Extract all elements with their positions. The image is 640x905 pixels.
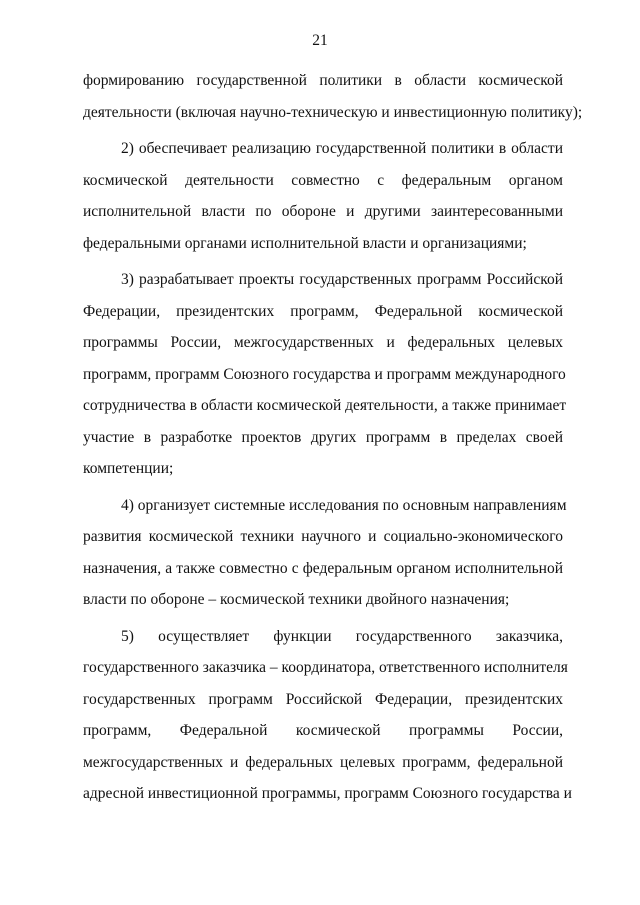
paragraph-line: деятельности (включая научно-техническую и инвестиционную политику); — [83, 103, 583, 121]
paragraph-line: космической деятельности совместно с федеральным органом — [83, 171, 563, 189]
paragraph-line: 4) организует системные исследования по основным направлениям — [121, 496, 567, 514]
paragraph-line: межгосударственных и федеральных целевых программ, федеральной — [83, 753, 563, 771]
paragraph-line: власти по обороне – космической техники двойного назначения; — [83, 591, 510, 608]
paragraph-line: федеральными органами исполнительной власти и организациями; — [83, 234, 527, 252]
paragraph-line: 2) обеспечивает реализацию государственной политики в области — [121, 140, 563, 157]
paragraph-line: назначения, а также совместно с федеральным органом исполнительной — [83, 559, 563, 577]
paragraph — [83, 621, 572, 810]
paragraph — [83, 264, 567, 485]
paragraph-line: компетенции; — [83, 460, 174, 477]
paragraph-line: исполнительной власти по обороне и другими заинтересованными — [83, 203, 563, 220]
paragraph-line: адресной инвестиционной программы, программ Союзного государства и — [83, 785, 572, 802]
paragraph-line: сотрудничества в области космической деятельности, а также принимает — [83, 397, 567, 414]
paragraph-line: программы России, межгосударственных и федеральных целевых — [83, 334, 563, 351]
paragraph — [83, 490, 567, 616]
paragraph-line: 3) разрабатывает проекты государственных программ Российской — [121, 271, 563, 288]
paragraph-line: формированию государственной политики в области космической — [83, 72, 563, 89]
paragraph — [83, 65, 583, 128]
paragraph-line: государственного заказчика – координатора, ответственного исполнителя — [83, 659, 568, 676]
paragraph-line: государственных программ Российской Федерации, президентских — [83, 690, 563, 708]
paragraph-line: программ, программ Союзного государства и программ международного — [83, 365, 566, 383]
paragraph-line: Федерации, президентских программ, Федеральной космической — [83, 302, 563, 320]
paragraph-line: развития космической техники научного и социально-экономического — [83, 528, 563, 545]
paragraph-line: участие в разработке проектов других программ в пределах своей — [83, 428, 563, 446]
paragraph — [83, 133, 563, 259]
paragraph-line: 5) осуществляет функции государственного заказчика, — [121, 627, 563, 645]
page-number: 21 — [312, 32, 328, 49]
paragraph-line: программ, Федеральной космической программы России, — [83, 722, 563, 739]
document-body — [83, 65, 583, 815]
